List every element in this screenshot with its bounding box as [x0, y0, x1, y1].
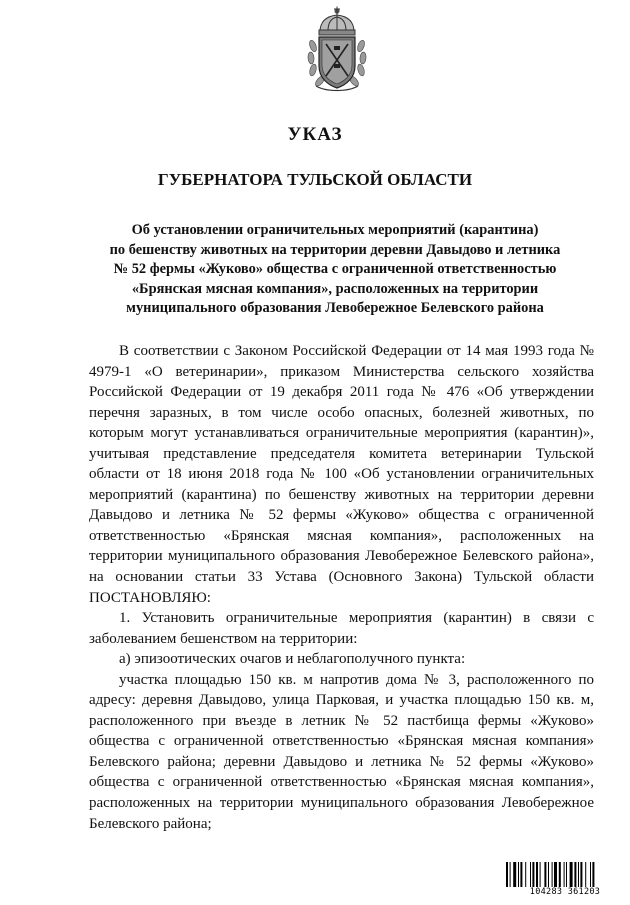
decree-heading — [90, 221, 580, 319]
paragraph-preamble: В соответствии с Законом Российской Федерации от 14 мая 1993 года № 4979-1 «О ветеринарии», приказом Министерства сельского хозяйства Российской Федерации от 19 декабря 2011 года № 476 «Об утверждении перечня заразных, в том числе особо опасных, болезней животных, по которым могут устанавливаться ограничительные мероприятия (карантин)», учитывая представление председателя комитета ветеринарии Тульской области от 18 июня 2018 года № 100 «Об установлении ограничительных мероприятий (карантина) по бешенству животных на территории деревни Давыдово и летника № 52 фермы «Жуково» общества с ограниченной ответственностью «Брянская мясная компания», расположенных на территории муниципального образования Левобережное Белевского района», на основании статьи 33 Устава (Основного Закона) Тульской области ПОСТАНОВЛЯЮ: — [89, 343, 594, 606]
decree-body — [89, 341, 594, 834]
heading-line: муниципального образования Левобережное Белевского района — [126, 300, 544, 317]
barcode-icon — [506, 862, 624, 887]
coat-of-arms-icon — [306, 6, 368, 92]
heading-line: по бешенству животных на территории деревни Давыдово и летника — [109, 241, 561, 258]
barcode-number: 104283 361203 — [529, 887, 601, 897]
document-title: УКАЗ — [287, 124, 343, 145]
paragraph-subitem-a: а) эпизоотических очагов и неблагополучного пункта: — [119, 651, 466, 668]
heading-line: № 52 фермы «Жуково» общества с ограниченной ответственностью — [113, 261, 557, 278]
barcode — [506, 862, 624, 898]
heading-line: Об установлении ограничительных мероприятий (карантина) — [131, 222, 539, 238]
paragraph-item-1: 1. Установить ограничительные мероприятия (карантин) в связи с заболеванием бешенством на территории: — [89, 610, 594, 647]
paragraph-plots: участка площадью 150 кв. м напротив дома № 3, расположенного по адресу: деревня Давыдово, улица Парковая, и участка площадью 150 кв. м, расположенного при въезде в летник № 52 пастбища фермы «Жуково» общества с ограниченной ответственностью «Брянская мясная компания» Белевского района; деревни Давыдово и летника № 52 фермы «Жуково» общества с ограниченной ответственностью «Брянская мясная компания», расположенных на территории муниципального образования Левобережное Белевского района; — [89, 671, 594, 832]
document-subtitle: ГУБЕРНАТОРА ТУЛЬСКОЙ ОБЛАСТИ — [157, 170, 473, 189]
heading-line: «Брянская мясная компания», расположенных на территории — [131, 280, 539, 297]
